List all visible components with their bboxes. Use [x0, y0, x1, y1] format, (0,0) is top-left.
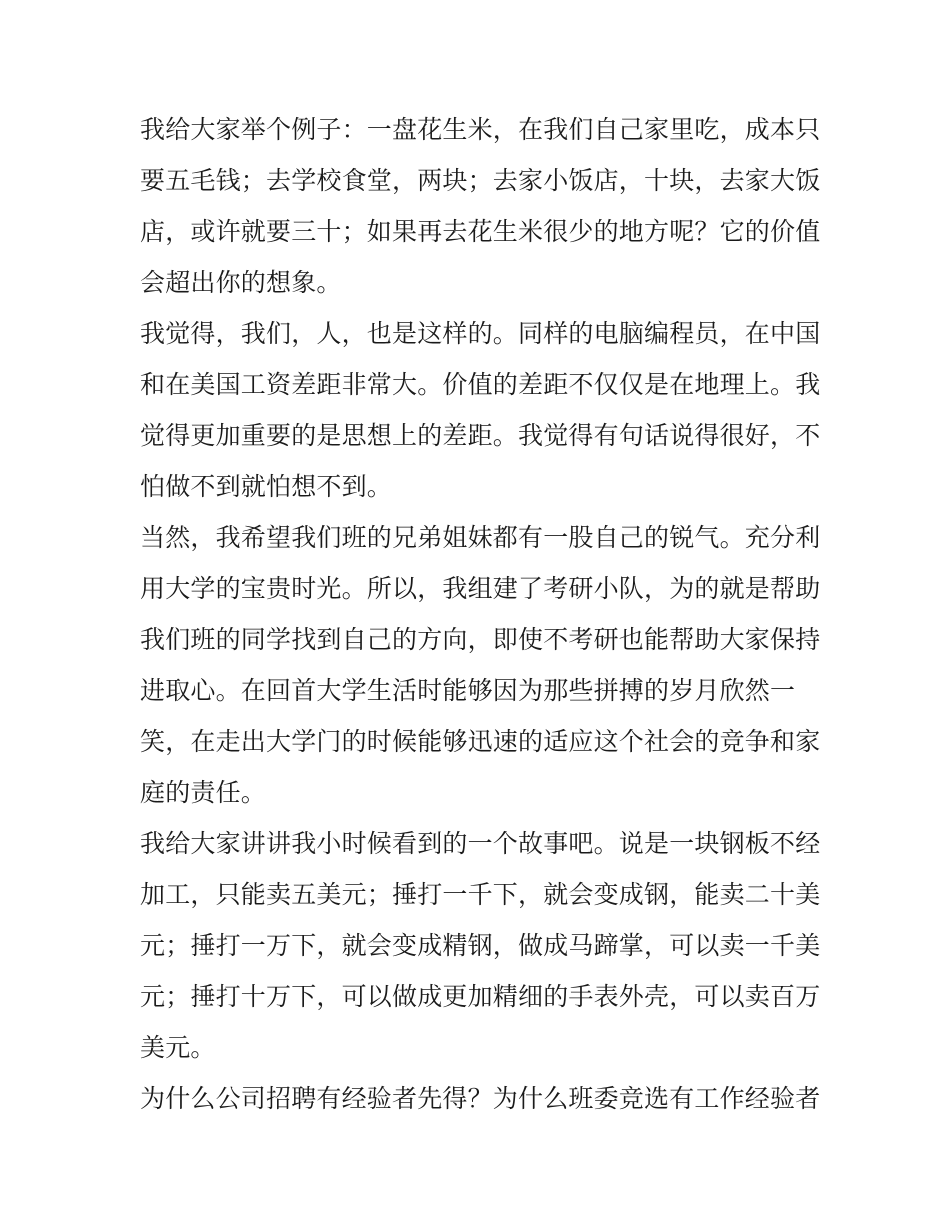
document-body	[140, 104, 821, 1124]
text-line: 当然，我希望我们班的兄弟姐妹都有一股自己的锐气。充分利	[140, 523, 821, 552]
text-line: 要五毛钱；去学校食堂，两块；去家小饭店，十块，去家大饭	[140, 166, 821, 195]
text-line: 用大学的宝贵时光。所以，我组建了考研小队，为的就是帮助	[140, 574, 821, 603]
text-line: 元；捶打十万下，可以做成更加精细的手表外壳，可以卖百万	[140, 982, 821, 1011]
text-line: 元；捶打一万下，就会变成精钢，做成马蹄掌，可以卖一千美	[140, 931, 821, 960]
text-line: 店，或许就要三十；如果再去花生米很少的地方呢？它的价值	[140, 217, 821, 246]
text-line: 进取心。在回首大学生活时能够因为那些拼搏的岁月欣然一	[140, 676, 796, 705]
text-line: 和在美国工资差距非常大。价值的差距不仅仅是在地理上。我	[140, 370, 821, 399]
paragraph-experience-question	[140, 1073, 821, 1124]
paragraph-value-gap	[140, 308, 821, 512]
text-line: 我给大家举个例子：一盘花生米，在我们自己家里吃，成本只	[140, 115, 821, 144]
text-line: 怕做不到就怕想不到。	[140, 472, 393, 501]
paragraph-peanut-example	[140, 104, 821, 308]
text-line: 我觉得，我们，人，也是这样的。同样的电脑编程员，在中国	[140, 319, 821, 348]
text-line: 加工，只能卖五美元；捶打一千下，就会变成钢，能卖二十美	[140, 880, 821, 909]
text-line: 美元。	[140, 1033, 216, 1062]
paragraph-steel-story	[140, 818, 821, 1073]
text-line: 觉得更加重要的是思想上的差距。我觉得有句话说得很好，不	[140, 421, 821, 450]
text-line: 我给大家讲讲我小时候看到的一个故事吧。说是一块钢板不经	[140, 829, 821, 858]
text-line: 笑，在走出大学门的时候能够迅速的适应这个社会的竞争和家	[140, 727, 821, 756]
text-line: 我们班的同学找到自己的方向，即使不考研也能帮助大家保持	[140, 625, 821, 654]
text-line: 庭的责任。	[140, 778, 267, 807]
paragraph-study-team	[140, 512, 821, 818]
text-line: 会超出你的想象。	[140, 268, 342, 297]
text-line: 为什么公司招聘有经验者先得？为什么班委竞选有工作经验者	[140, 1084, 821, 1113]
